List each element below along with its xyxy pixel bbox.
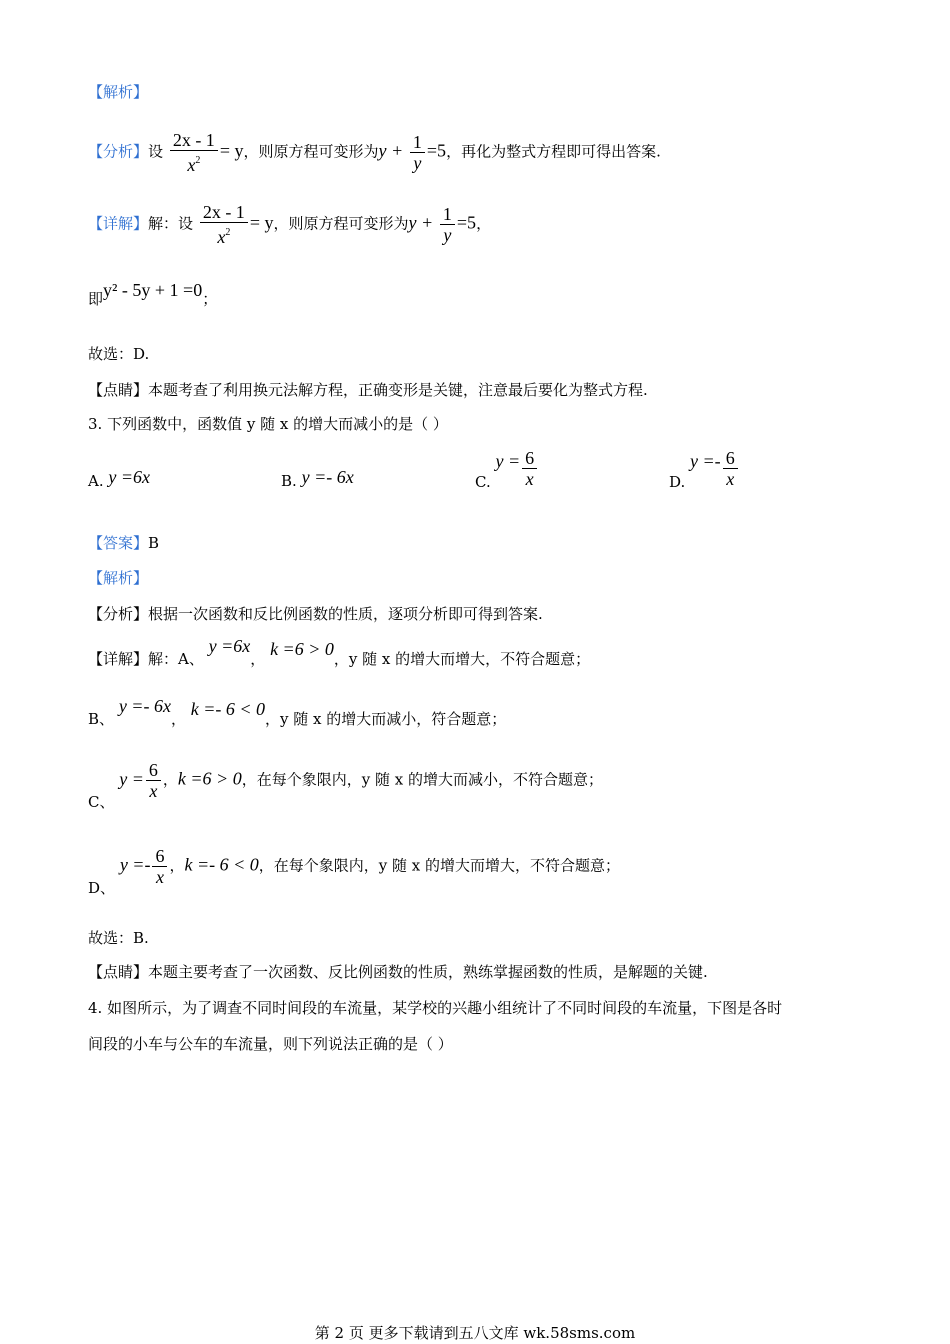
function-expression: y =- 6x xyxy=(118,696,171,716)
xiangjie-text: 解：设 xyxy=(148,214,194,233)
fenxi-text: 根据一次函数和反比例函数的性质，逐项分析即可得到答案. xyxy=(148,605,543,623)
punctuation: ， xyxy=(476,214,492,233)
detail-text: ，y 随 x 的增大而增大，不符合题意； xyxy=(333,650,591,668)
dianjing-text: 本题考查了利用换元法解方程，正确变形是关键，注意最后要化为整式方程. xyxy=(148,381,648,399)
option-d xyxy=(669,448,740,489)
q3-jiexi: 【解析】 xyxy=(88,569,149,587)
detail-prefix: D、 xyxy=(88,878,116,897)
equation: =5 xyxy=(426,140,447,161)
fraction: $\frac{6}{x}$ xyxy=(522,448,537,489)
fraction-denominator: $x^2$ xyxy=(200,222,248,247)
answer-value: B xyxy=(148,534,160,552)
q2-fenxi xyxy=(88,130,661,175)
option-expression: y =6x xyxy=(108,467,151,487)
fenxi-tag: 【分析】 xyxy=(88,605,149,623)
fraction: $\frac{6}{x}$ xyxy=(152,846,167,887)
option-label: C. xyxy=(475,472,491,491)
fraction xyxy=(200,202,248,247)
fraction-denominator: y xyxy=(410,152,425,173)
detail-text: ，在每个象限内，y 随 x 的增大而减小，不符合题意； xyxy=(241,770,603,789)
option-expression: y =- 6x xyxy=(301,467,354,487)
equation: = y xyxy=(219,140,244,161)
q2-dianjing xyxy=(88,380,648,400)
q3-fenxi xyxy=(88,604,543,624)
q3-detail-c: C、 y = $\frac{6}{x}$ ，k =6 > 0，在每个象限内，y 随 x 的增大而减小，不符合题意； xyxy=(88,760,603,811)
fraction-numerator: 2x - 1 xyxy=(202,202,245,222)
detail-prefix: 解：A、 xyxy=(148,650,204,668)
fraction-numerator: 2x - 1 xyxy=(172,130,215,150)
equation: =5 xyxy=(456,212,477,233)
detail-prefix: C、 xyxy=(88,792,115,811)
fraction xyxy=(440,204,455,245)
dianjing-text: 本题主要考查了一次函数、反比例函数的性质，熟练掌握函数的性质，是解题的关键. xyxy=(148,963,708,981)
option-expression: y = xyxy=(495,450,521,471)
dianjing-tag: 【点睛】 xyxy=(88,381,149,399)
fenxi-text: ，则原方程可变形为 xyxy=(243,142,379,161)
k-expression: k =- 6 < 0 xyxy=(190,699,266,719)
option-label: A. xyxy=(88,472,104,490)
ji-text: 即 xyxy=(88,290,104,308)
q4-stem-line2: 间段的小车与公车的车流量，则下列说法正确的是（ ） xyxy=(88,1035,453,1053)
k-expression: k =- 6 < 0 xyxy=(184,854,259,875)
q3-guxuan: 故选：B. xyxy=(88,929,149,947)
fraction: $\frac{6}{x}$ xyxy=(723,448,738,489)
xiangjie-tag: 【详解】 xyxy=(88,214,149,233)
fenxi-tag: 【分析】 xyxy=(88,142,149,161)
q3-detail-d: D、 y =- $\frac{6}{x}$ ，k =- 6 < 0，在每个象限内，y 随 x 的增大而增大，不符合题意； xyxy=(88,846,620,897)
q2-ji-line xyxy=(88,280,218,309)
option-expression: y =- xyxy=(690,450,721,471)
q3-detail-a: 【详解】解：A、 y =6x， k =6 > 0，y 随 x 的增大而增大，不符合题意； xyxy=(88,636,591,668)
xiangjie-text: ，则原方程可变形为 xyxy=(273,214,409,233)
page-footer: 第 2 页 更多下载请到五八文库 wk.58sms.com xyxy=(314,1324,636,1342)
punctuation: ； xyxy=(202,290,218,308)
detail-text: ，y 随 x 的增大而减小，符合题意； xyxy=(265,710,507,728)
fenxi-text: 设 xyxy=(148,142,164,161)
option-a xyxy=(88,467,151,491)
fraction xyxy=(410,132,425,173)
fenxi-text: ，再化为整式方程即可得出答案. xyxy=(446,142,661,161)
q2-guxuan: 故选：D. xyxy=(88,345,150,363)
dianjing-tag: 【点睛】 xyxy=(88,963,149,981)
xiangjie-tag: 【详解】 xyxy=(88,650,149,668)
q3-stem: 3. 下列函数中，函数值 y 随 x 的增大而减小的是（ ） xyxy=(88,415,448,433)
function-expression: y =- xyxy=(119,854,151,875)
function-expression: y =6x xyxy=(208,636,251,656)
equation: y + xyxy=(378,140,404,161)
equation: = y xyxy=(249,212,274,233)
fraction: $\frac{6}{x}$ xyxy=(146,760,161,801)
option-b xyxy=(281,467,354,491)
option-label: D. xyxy=(669,472,686,491)
q4-stem-line1: 4. 如图所示，为了调查不同时间段的车流量，某学校的兴趣小组统计了不同时间段的车流量，下图是各时 xyxy=(88,999,783,1017)
fraction-denominator: $x^2$ xyxy=(170,150,218,175)
q3-dianjing xyxy=(88,962,708,982)
q3-detail-b: B、 y =- 6x， k =- 6 < 0，y 随 x 的增大而减小，符合题意； xyxy=(88,696,507,728)
jiexi-heading: 【解析】 xyxy=(88,83,149,101)
q3-answer xyxy=(88,533,159,553)
fraction-numerator: 1 xyxy=(442,204,452,224)
option-c xyxy=(475,448,539,489)
equation: y + xyxy=(408,212,434,233)
k-expression: k =6 > 0 xyxy=(177,768,242,789)
function-expression: y = xyxy=(119,768,144,789)
equation: y² - 5y + 1 =0 xyxy=(103,280,203,300)
fraction xyxy=(170,130,218,175)
fraction-numerator: 1 xyxy=(412,132,422,152)
k-expression: k =6 > 0 xyxy=(270,639,334,659)
fraction-denominator: y xyxy=(440,224,455,245)
q2-xiangjie xyxy=(88,202,491,247)
detail-text: ，在每个象限内，y 随 x 的增大而增大，不符合题意； xyxy=(258,856,620,875)
detail-prefix: B、 xyxy=(88,710,115,728)
option-label: B. xyxy=(281,472,297,490)
daan-tag: 【答案】 xyxy=(88,534,149,552)
